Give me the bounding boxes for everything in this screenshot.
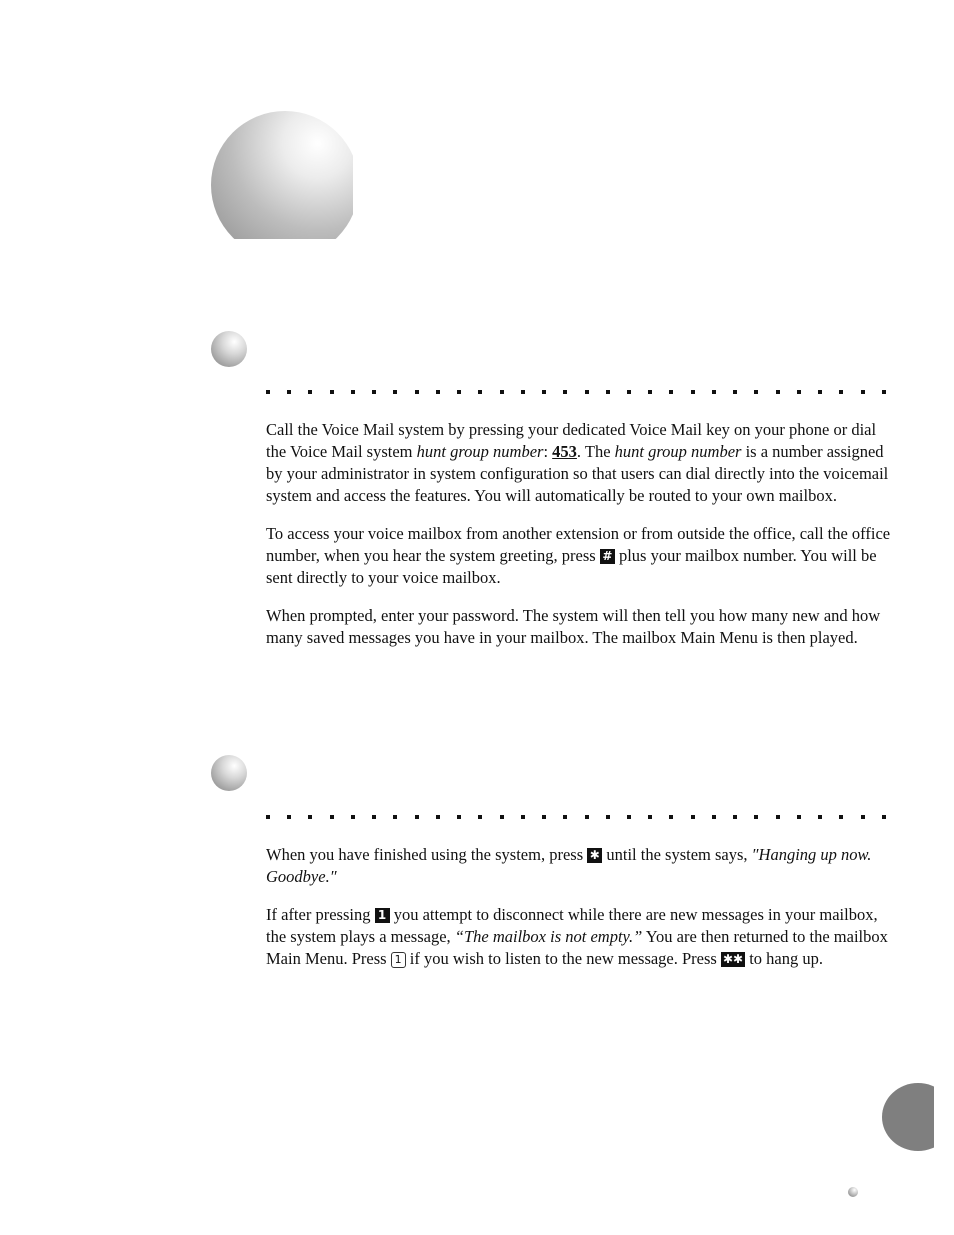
rule-dot	[712, 815, 716, 819]
section-1-paragraph-3: When prompted, enter your password. The system will then tell you how many new and how many saved messages you have in your mailbox. The mailbox Main Menu is then played.	[266, 606, 881, 647]
rule-dot	[563, 390, 567, 394]
rule-dot	[287, 815, 291, 819]
rule-dot	[436, 390, 440, 394]
rule-dot	[542, 390, 546, 394]
rule-dot	[266, 390, 270, 394]
rule-dot	[839, 390, 843, 394]
rule-dot	[308, 390, 312, 394]
rule-dot	[669, 390, 673, 394]
rule-dot	[627, 815, 631, 819]
rule-dot	[669, 815, 673, 819]
rule-dot	[691, 815, 695, 819]
one-key-icon: 1	[375, 908, 390, 923]
rule-dot	[754, 390, 758, 394]
chapter-sphere-icon	[211, 111, 353, 239]
rule-dot	[457, 815, 461, 819]
rule-dot	[542, 815, 546, 819]
star-key-icon: ✱	[587, 848, 602, 863]
page-marker-icon	[848, 1187, 858, 1197]
section-2-paragraph-1: When you have finished using the system, press ✱ until the system says, ″Hanging up now. Goodbye.″	[266, 845, 872, 886]
rule-dot	[691, 390, 695, 394]
rule-dot	[839, 815, 843, 819]
rule-dot	[563, 815, 567, 819]
rule-dot	[606, 390, 610, 394]
rule-dot	[648, 815, 652, 819]
rule-dot	[330, 390, 334, 394]
rule-dot	[797, 390, 801, 394]
rule-dot	[861, 390, 865, 394]
rule-dot	[500, 815, 504, 819]
rule-dot	[500, 390, 504, 394]
rule-dot	[436, 815, 440, 819]
rule-dot	[818, 815, 822, 819]
rule-dot	[733, 815, 737, 819]
rule-dot	[308, 815, 312, 819]
rule-dot	[372, 390, 376, 394]
section-bullet-icon	[211, 331, 247, 367]
rule-dot	[351, 390, 355, 394]
chapter-graphic	[211, 111, 353, 239]
section-1-body	[266, 419, 891, 665]
pound-key-icon: #	[600, 549, 615, 564]
rule-dot	[330, 815, 334, 819]
one-key-outline-icon: 1	[391, 952, 406, 968]
section-2-paragraph-2: If after pressing 1 you attempt to disconnect while there are new messages in your mailbox, the system plays a message, “The mailbox is not empty.” You are then returned to the mailbox Main Menu. Press 1 if you wish to listen to the new message. Press ✱✱ to hang up.	[266, 905, 888, 968]
rule-dot	[797, 815, 801, 819]
rule-dot	[776, 815, 780, 819]
section-1-paragraph-1: Call the Voice Mail system by pressing your dedicated Voice Mail key on your phone or dial the Voice Mail system hunt group number: 453. The hunt group number is a number assigned by your administrator in system configuration so that users can dial directly into the voicemail system and access the features. You will automatically be routed to your own mailbox.	[266, 420, 889, 505]
rule-dot	[882, 815, 886, 819]
rule-dot	[627, 390, 631, 394]
double-star-key-icon: ✱✱	[722, 952, 744, 966]
rule-dot	[882, 390, 886, 394]
hunt-group-number: 453	[552, 442, 577, 461]
rule-dot	[712, 390, 716, 394]
rule-dot	[478, 390, 482, 394]
page-tab-circle-icon	[882, 1083, 934, 1151]
rule-dot	[818, 390, 822, 394]
rule-dot	[585, 390, 589, 394]
dotted-rule	[266, 390, 886, 396]
rule-dot	[733, 390, 737, 394]
rule-dot	[287, 390, 291, 394]
rule-dot	[372, 815, 376, 819]
section-2-body	[266, 844, 891, 986]
section-bullet-icon	[211, 755, 247, 791]
rule-dot	[606, 815, 610, 819]
rule-dot	[754, 815, 758, 819]
section-1-paragraph-2: To access your voice mailbox from another extension or from outside the office, call the office number, when you hear the system greeting, press # plus your mailbox number. You will be sent directly to your voice mailbox.	[266, 524, 891, 587]
rule-dot	[585, 815, 589, 819]
rule-dot	[648, 390, 652, 394]
rule-dot	[415, 390, 419, 394]
rule-dot	[861, 815, 865, 819]
rule-dot	[393, 815, 397, 819]
rule-dot	[266, 815, 270, 819]
dotted-rule	[266, 815, 886, 821]
page-tab	[882, 1083, 934, 1151]
rule-dot	[478, 815, 482, 819]
rule-dot	[393, 390, 397, 394]
rule-dot	[457, 390, 461, 394]
rule-dot	[351, 815, 355, 819]
rule-dot	[415, 815, 419, 819]
rule-dot	[521, 390, 525, 394]
rule-dot	[521, 815, 525, 819]
rule-dot	[776, 390, 780, 394]
